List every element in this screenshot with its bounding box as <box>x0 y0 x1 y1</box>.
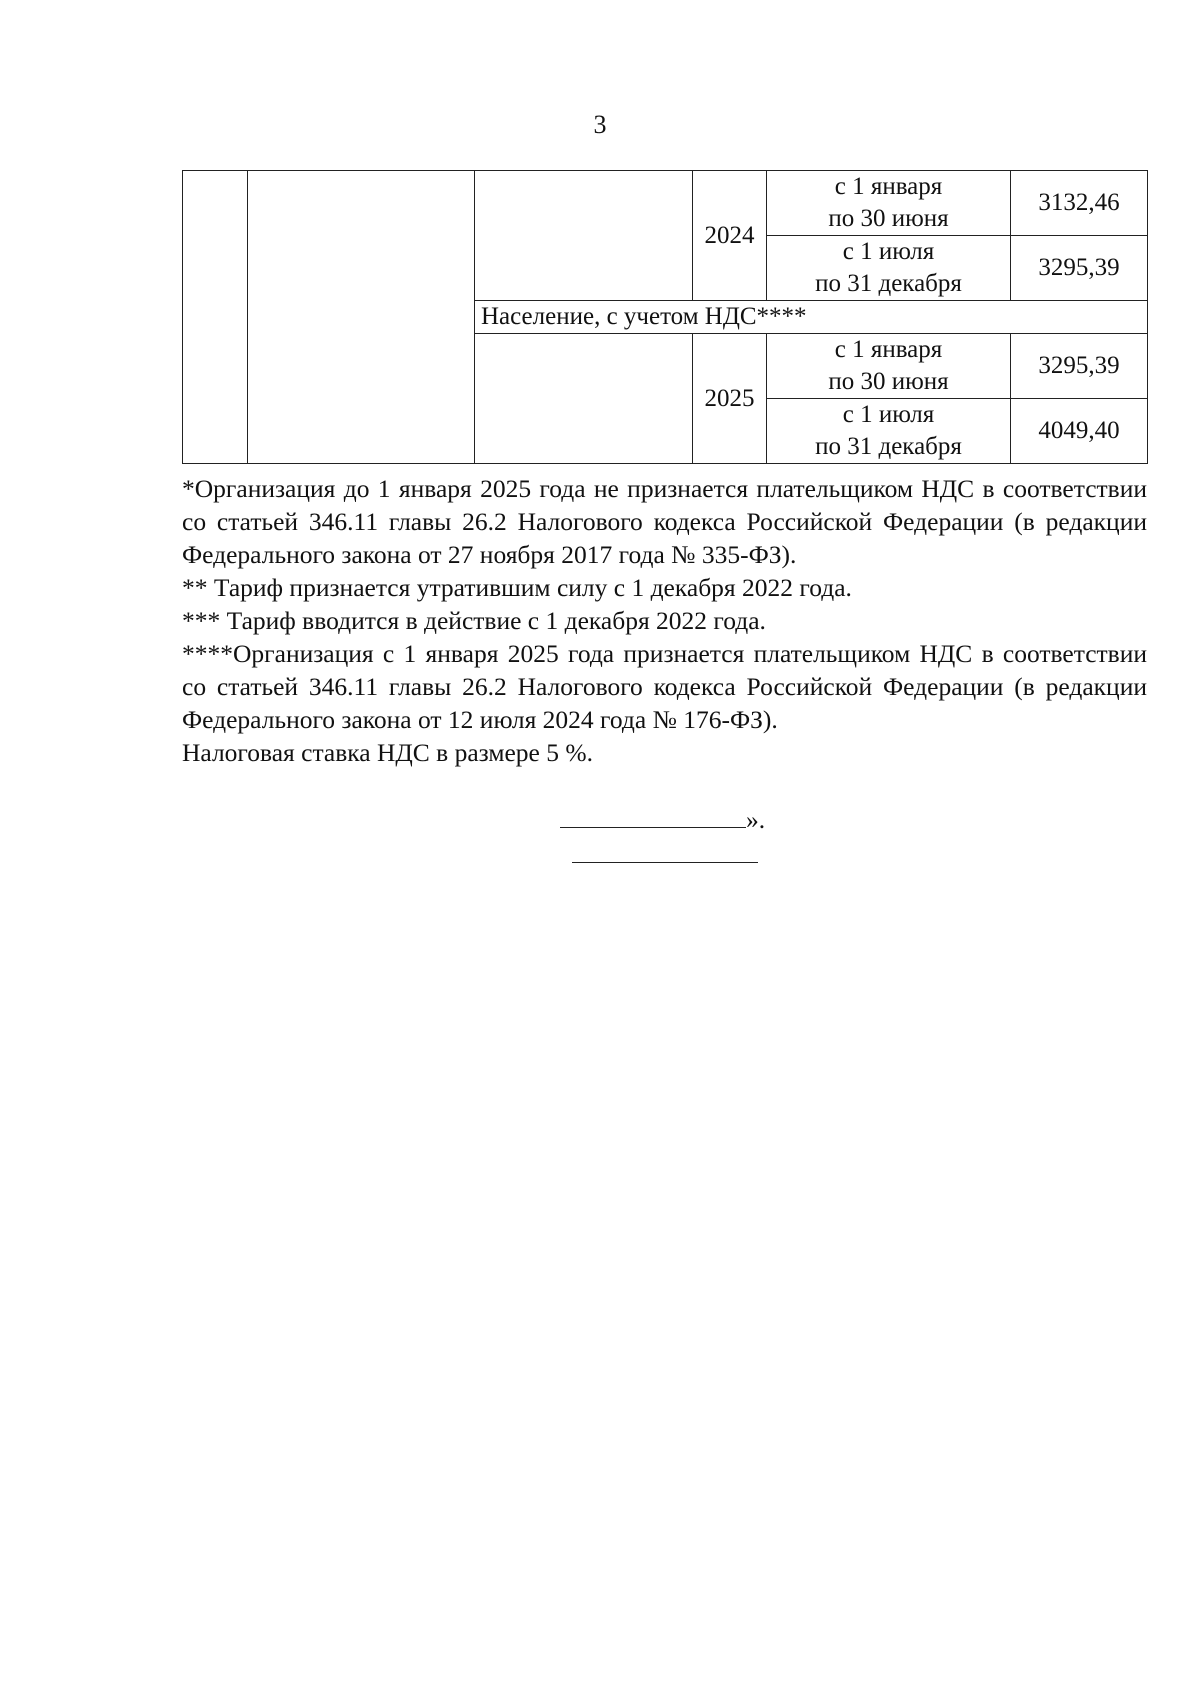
tariff-value: 3295,39 <box>1011 334 1148 399</box>
period-cell <box>767 236 1011 301</box>
closing-underscore <box>560 805 746 828</box>
group-label: Население, с учетом НДС**** <box>475 301 1148 334</box>
category-cell <box>475 334 693 464</box>
tariff-value: 4049,40 <box>1011 399 1148 464</box>
period-end: по 31 декабря <box>815 270 962 297</box>
end-rule <box>572 862 758 863</box>
period-end: по 30 июня <box>828 368 949 395</box>
closing-quote: ». <box>746 805 766 834</box>
footnote-3: *** Тариф вводится в действие с 1 декабря 2022 года. <box>182 606 766 635</box>
period-cell <box>767 334 1011 399</box>
year-cell: 2024 <box>693 171 767 301</box>
page-number: 3 <box>593 110 607 139</box>
table-row <box>183 171 1148 236</box>
year-cell: 2025 <box>693 334 767 464</box>
tariff-table <box>182 170 1148 464</box>
footnote-2: ** Тариф признается утратившим силу с 1 декабря 2022 года. <box>182 573 852 602</box>
tariff-value: 3295,39 <box>1011 236 1148 301</box>
period-start: с 1 июля <box>842 401 935 428</box>
footnote-5: Налоговая ставка НДС в размере 5 %. <box>182 738 593 767</box>
footnote-1: *Организация до 1 января 2025 года не признается плательщиком НДС в соответствии со статьей 346.11 главы 26.2 Налогового кодекса Российской Федерации (в редакции Федерального закона от 27 ноября 2017 года № 335-ФЗ). <box>182 474 1147 569</box>
period-cell <box>767 399 1011 464</box>
index-cell <box>183 171 248 464</box>
closing-line <box>560 805 765 835</box>
period-end: по 31 декабря <box>815 433 962 460</box>
period-end: по 30 июня <box>828 205 949 232</box>
organization-cell <box>248 171 475 464</box>
footnotes <box>182 472 1147 769</box>
period-cell <box>767 171 1011 236</box>
tariff-value: 3132,46 <box>1011 171 1148 236</box>
footnote-4: ****Организация с 1 января 2025 года признается плательщиком НДС в соответствии со статьей 346.11 главы 26.2 Налогового кодекса Российской Федерации (в редакции Федерального закона от 12 июля 2024 года № 176-ФЗ). <box>182 639 1147 734</box>
period-start: с 1 июля <box>842 238 935 265</box>
period-start: с 1 января <box>834 173 943 200</box>
period-start: с 1 января <box>834 336 943 363</box>
category-cell <box>475 171 693 301</box>
